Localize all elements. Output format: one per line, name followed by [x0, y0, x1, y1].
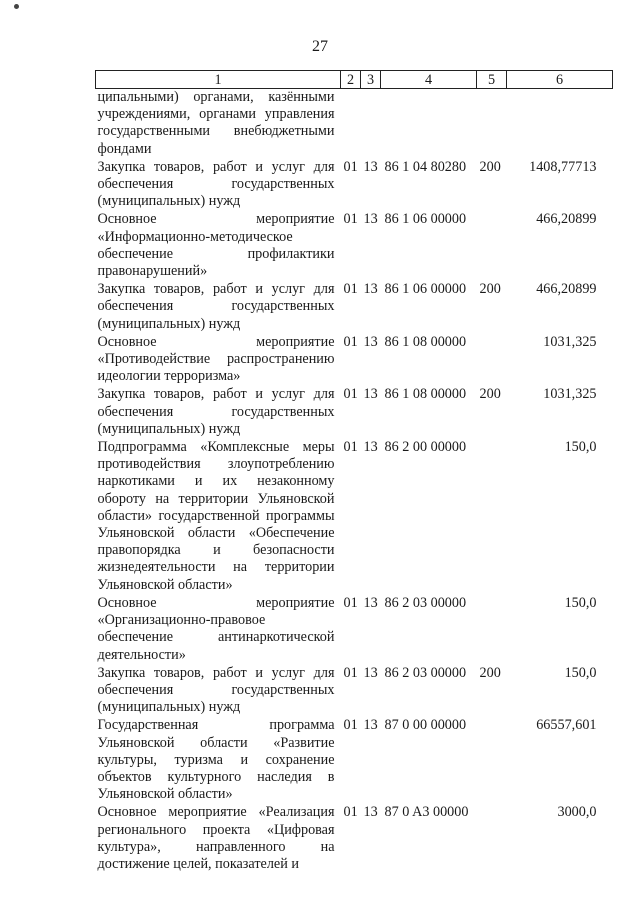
table-row: [96, 804, 613, 874]
scan-mark: [14, 4, 19, 9]
row-expense-type: [477, 89, 507, 159]
row-amount: 66557,601: [536, 717, 597, 734]
row-description: Основное мероприятие «Организационно-правовое обеспечение антинаркотической деятельности»: [97, 594, 335, 663]
row-section: 01: [343, 158, 358, 175]
row-subsection: 13: [363, 281, 378, 298]
table-row: [96, 281, 613, 334]
table-row: [96, 595, 613, 665]
row-subsection: 13: [363, 211, 378, 228]
row-description: Государственная программа Ульяновской области «Развитие культуры, туризма и сохранение объектов культурного наследия в Ульяновской области»: [97, 717, 335, 803]
row-target-code: 87 0 A3 00000: [384, 804, 469, 821]
table-row: [96, 159, 613, 212]
row-subsection: 13: [363, 664, 378, 681]
row-subsection: 13: [363, 333, 378, 350]
row-section: 01: [343, 594, 358, 611]
row-expense-type: 200: [479, 386, 501, 403]
row-section: 01: [343, 211, 358, 228]
row-amount: 466,20899: [536, 211, 597, 228]
row-section: 01: [343, 664, 358, 681]
row-description: ципальными) органами, казёнными учреждениями, органами управления государственными внебюджетными фондами: [97, 89, 335, 157]
row-subsection: 13: [363, 717, 378, 734]
table-row: [96, 665, 613, 718]
header-col-1: 1: [96, 71, 341, 89]
header-col-4: 4: [381, 71, 477, 89]
row-expense-type: [477, 804, 507, 874]
row-description: Закупка товаров, работ и услуг для обеспечения государственных (муниципальных) нужд: [97, 386, 335, 437]
row-expense-type: 200: [479, 158, 501, 175]
row-target-code: 86 1 08 00000: [384, 333, 467, 350]
row-target-code: 86 2 03 00000: [384, 594, 467, 611]
table-row: [96, 89, 613, 159]
row-amount: 150,0: [564, 439, 597, 456]
row-amount: 1408,77713: [529, 158, 597, 175]
row-subsection: 13: [363, 804, 378, 821]
row-target-code: 86 2 00 00000: [384, 439, 467, 456]
row-amount: 150,0: [564, 664, 597, 681]
row-section: 01: [343, 333, 358, 350]
row-section: 01: [343, 804, 358, 821]
row-subsection: 13: [363, 158, 378, 175]
header-row: [96, 71, 613, 89]
row-expense-type: 200: [479, 664, 501, 681]
header-col-2: 2: [341, 71, 361, 89]
row-target-code: 86 1 04 80280: [384, 158, 467, 175]
row-amount: 150,0: [564, 594, 597, 611]
row-section: 01: [343, 717, 358, 734]
row-target-code: 86 1 06 00000: [384, 281, 467, 298]
row-target-code: 86 2 03 00000: [384, 664, 467, 681]
row-section: 01: [343, 439, 358, 456]
row-description: Закупка товаров, работ и услуг для обеспечения государственных (муниципальных) нужд: [97, 281, 335, 332]
row-expense-type: [477, 334, 507, 387]
row-subsection: 13: [363, 386, 378, 403]
row-section: 01: [343, 386, 358, 403]
row-amount: 1031,325: [543, 386, 597, 403]
row-target-code: 86 1 06 00000: [384, 211, 467, 228]
row-amount: 466,20899: [536, 281, 597, 298]
row-description: Подпрограмма «Комплексные меры противодействия злоупотреблению наркотиками и их незаконному обороту на территории Ульяновской области» государственной программы Ульяновской области «Обеспечение правопорядка и безопасности жизнедеятельности на территории Ульяновской области»: [97, 439, 335, 593]
header-col-3: 3: [361, 71, 381, 89]
page-number: 27: [312, 38, 328, 55]
row-section: [341, 89, 361, 159]
row-amount: [507, 89, 613, 159]
header-col-5: 5: [477, 71, 507, 89]
row-expense-type: [477, 595, 507, 665]
row-description: Основное мероприятие «Противодействие распространению идеологии терроризма»: [97, 333, 335, 385]
row-expense-type: [477, 717, 507, 804]
table-row: [96, 717, 613, 804]
row-subsection: 13: [363, 594, 378, 611]
row-subsection: [361, 89, 381, 159]
row-target-code: [381, 89, 477, 159]
row-amount: 1031,325: [543, 333, 597, 350]
header-col-6: 6: [507, 71, 613, 89]
row-description: Основное мероприятие «Информационно-методическое обеспечение профилактики правонарушений»: [97, 211, 335, 280]
table-row: [96, 334, 613, 387]
table-row: [96, 439, 613, 595]
row-section: 01: [343, 281, 358, 298]
table-row: [96, 211, 613, 281]
row-description: Закупка товаров, работ и услуг для обеспечения государственных (муниципальных) нужд: [97, 158, 335, 210]
row-target-code: 87 0 00 00000: [384, 717, 467, 734]
row-description: Основное мероприятие «Реализация регионального проекта «Цифровая культура», направленного на достижение целей, показателей и: [97, 804, 335, 872]
row-expense-type: [477, 439, 507, 595]
row-expense-type: [477, 211, 507, 281]
row-amount: 3000,0: [557, 804, 597, 821]
table-row: [96, 386, 613, 439]
row-target-code: 86 1 08 00000: [384, 386, 467, 403]
row-description: Закупка товаров, работ и услуг для обеспечения государственных (муниципальных) нужд: [97, 664, 335, 716]
row-subsection: 13: [363, 439, 378, 456]
budget-table: [95, 70, 613, 874]
row-expense-type: 200: [479, 281, 501, 298]
